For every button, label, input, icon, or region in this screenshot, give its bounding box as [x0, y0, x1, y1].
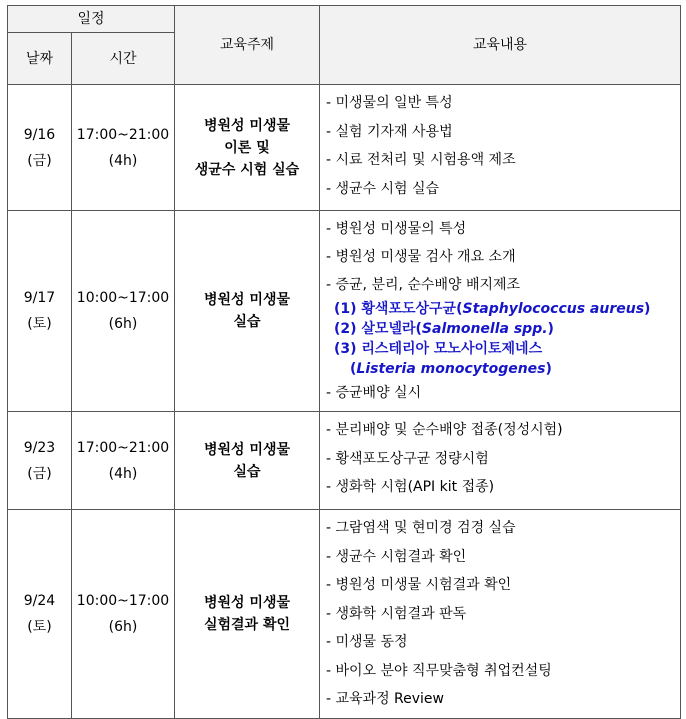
topic-line: 병원성 미생물	[203, 117, 291, 134]
header-content: 교육내용	[320, 6, 681, 85]
list-item: - 미생물의 일반 특성	[326, 95, 453, 111]
list-item: - 교육과정 Review	[326, 691, 444, 707]
list-item: - 시료 전처리 및 시험용액 제조	[326, 152, 516, 168]
schedule-table	[7, 5, 681, 719]
time-cell	[72, 510, 175, 719]
hours: (4h)	[108, 465, 138, 482]
date-cell	[8, 412, 72, 510]
list-item: - 황색포도상구균 정량시험	[326, 450, 489, 467]
list-item: - 생화학 시험결과 판독	[326, 605, 467, 622]
table-row	[8, 510, 681, 719]
list-item: - 미생물 동정	[326, 634, 408, 650]
topic-line: 이론 및	[224, 139, 270, 156]
topic-line: 병원성 미생물	[203, 441, 291, 458]
weekday: (금)	[27, 152, 52, 169]
time-range: 10:00~17:00	[76, 290, 170, 306]
content-cell	[320, 85, 681, 211]
topic-line: 실습	[233, 314, 261, 330]
date: 9/24	[23, 592, 56, 609]
list-item: - 병원성 미생물 시험결과 확인	[326, 577, 512, 593]
time-cell	[72, 85, 175, 211]
header-schedule: 일정	[8, 6, 175, 33]
organism-item: (Listeria monocytogenes)	[350, 361, 552, 377]
content-cell	[320, 510, 681, 719]
topic-line: 실험결과 확인	[203, 616, 291, 633]
topic-line: 실습	[233, 463, 261, 480]
weekday: (토)	[27, 316, 52, 332]
organism-item: (3) 리스테리아 모노사이토제네스	[334, 341, 543, 357]
weekday: (금)	[27, 465, 52, 482]
date: 9/17	[23, 290, 56, 306]
table-row	[8, 211, 681, 412]
time-range: 17:00~21:00	[76, 439, 170, 456]
date-cell	[8, 510, 72, 719]
topic-cell	[175, 211, 320, 412]
date: 9/16	[23, 126, 56, 143]
time-range: 17:00~21:00	[76, 126, 170, 143]
organism-item: (1) 황색포도상구균(Staphylococcus aureus)	[334, 301, 651, 317]
topic-cell	[175, 85, 320, 211]
hours: (6h)	[108, 618, 138, 635]
topic-line: 생균수 시험 실습	[194, 161, 300, 178]
date-cell	[8, 85, 72, 211]
hours: (6h)	[108, 316, 138, 332]
list-item: - 생균수 시험결과 확인	[326, 548, 467, 565]
organism-item: (2) 살모넬라(Salmonella spp.)	[334, 321, 554, 337]
topic-cell	[175, 510, 320, 719]
topic-line: 병원성 미생물	[203, 594, 291, 611]
content-cell	[320, 412, 681, 510]
list-item: - 병원성 미생물의 특성	[326, 221, 467, 237]
list-item: - 생화학 시험(API kit 접종)	[326, 479, 495, 495]
content-cell	[320, 211, 681, 412]
time-range: 10:00~17:00	[76, 592, 170, 609]
list-item: - 생균수 시험 실습	[326, 180, 440, 197]
list-item: - 분리배양 및 순수배양 접종(정성시험)	[326, 422, 563, 438]
header-date: 날짜	[8, 33, 72, 85]
date-cell	[8, 211, 72, 412]
hours: (4h)	[108, 152, 138, 169]
list-item: - 증균, 분리, 순수배양 배지제조	[326, 277, 521, 293]
topic-cell	[175, 412, 320, 510]
header-time: 시간	[72, 33, 175, 85]
weekday: (토)	[27, 618, 52, 635]
list-item: - 실험 기자재 사용법	[326, 123, 453, 140]
list-item: - 그람염색 및 현미경 검경 실습	[326, 520, 516, 536]
list-item: - 병원성 미생물 검사 개요 소개	[326, 249, 516, 265]
time-cell	[72, 412, 175, 510]
table-row	[8, 85, 681, 211]
list-item: - 증균배양 실시	[326, 385, 422, 401]
topic-line: 병원성 미생물	[203, 292, 291, 308]
header-topic: 교육주제	[175, 6, 320, 85]
date: 9/23	[23, 439, 56, 456]
time-cell	[72, 211, 175, 412]
list-item: - 바이오 분야 직무맞춤형 취업컨설팅	[326, 662, 552, 679]
table-row	[8, 412, 681, 510]
